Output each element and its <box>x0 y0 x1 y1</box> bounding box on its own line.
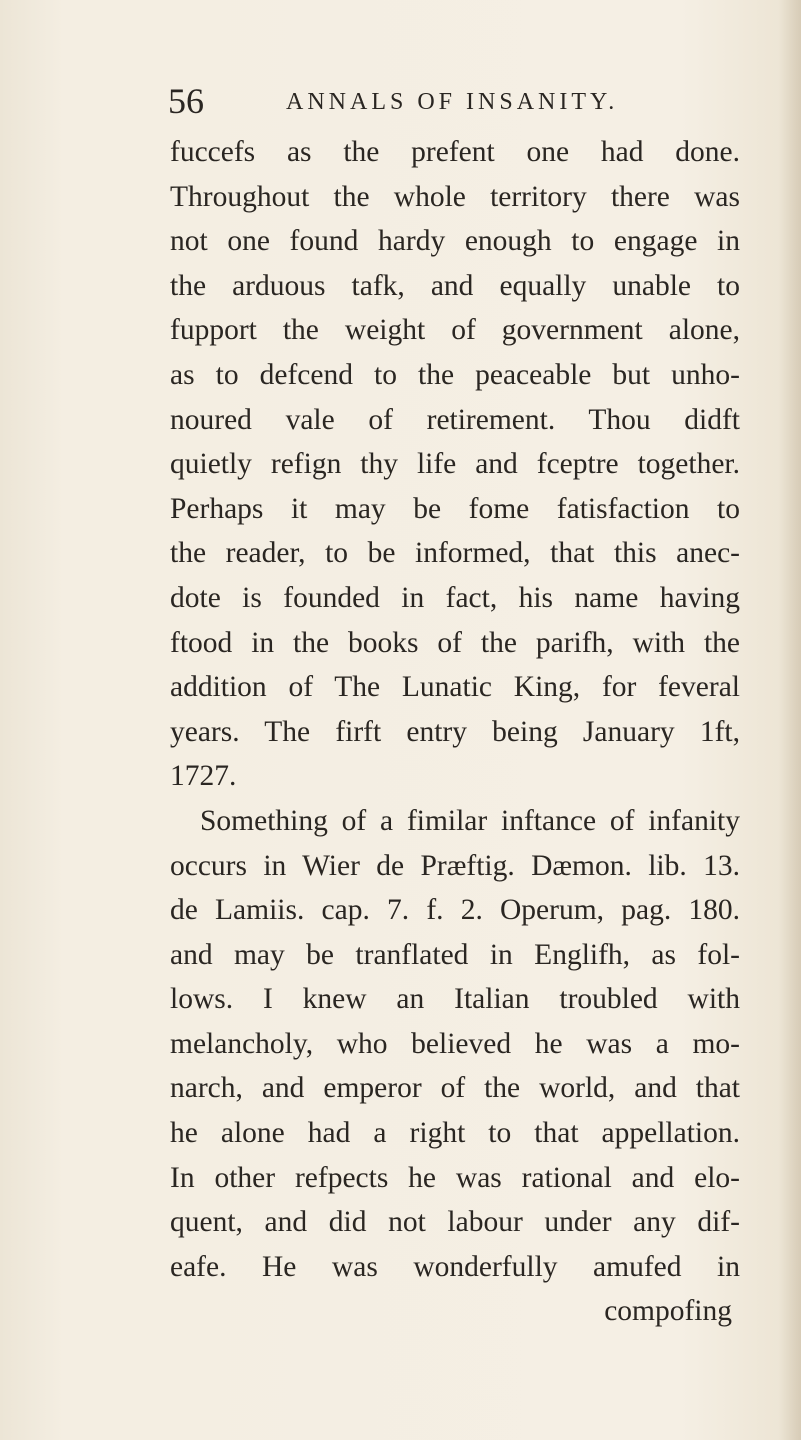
text-line: eafe. He was wonderfully amufed in <box>170 1250 740 1283</box>
text-line: the reader, to be informed, that this anec- <box>170 537 740 570</box>
text-line: as to defcend to the peaceable but unho- <box>170 358 740 391</box>
body-text <box>170 130 740 1334</box>
text-line: dote is founded in fact, his name having <box>170 581 740 614</box>
text-line: not one found hardy enough to engage in <box>170 225 740 258</box>
text-line: and may be tranflated in Englifh, as fol- <box>170 938 740 971</box>
text-line: addition of The Lunatic King, for feveral <box>170 671 740 704</box>
text-line: fuccefs as the prefent one had done. <box>170 136 740 168</box>
text-line: noured vale of retirement. Thou didft <box>170 403 740 436</box>
text-line: fupport the weight of government alone, <box>170 314 740 347</box>
catchword: compofing <box>604 1295 732 1328</box>
text-line: In other refpects he was rational and elo- <box>170 1161 740 1194</box>
text-line: Throughout the whole territory there was <box>170 180 740 213</box>
running-head: ANNALS OF INSANITY. <box>286 89 619 115</box>
text-line: lows. I knew an Italian troubled with <box>170 983 740 1016</box>
page-number: 56 <box>168 81 204 121</box>
page-header <box>168 78 728 124</box>
text-line: Something of a fimilar inftance of infanity <box>200 804 740 837</box>
text-line: quent, and did not labour under any dif- <box>170 1206 740 1239</box>
text-line: he alone had a right to that appellation. <box>170 1117 740 1150</box>
text-line: years. The firft entry being January 1ft, <box>170 715 740 748</box>
text-line: narch, and emperor of the world, and that <box>170 1072 740 1105</box>
text-line: the arduous tafk, and equally unable to <box>170 269 740 302</box>
page-edge-shadow <box>779 0 801 1440</box>
text-line: de Lamiis. cap. 7. f. 2. Operum, pag. 180. <box>170 894 740 927</box>
text-line: occurs in Wier de Præftig. Dæmon. lib. 13. <box>170 849 740 882</box>
text-line: melancholy, who believed he was a mo- <box>170 1027 740 1060</box>
text-line: ftood in the books of the parifh, with the <box>170 626 740 659</box>
text-line: quietly refign thy life and fceptre together. <box>170 448 740 481</box>
text-line: 1727. <box>170 760 237 793</box>
text-line: Perhaps it may be fome fatisfaction to <box>170 492 740 525</box>
